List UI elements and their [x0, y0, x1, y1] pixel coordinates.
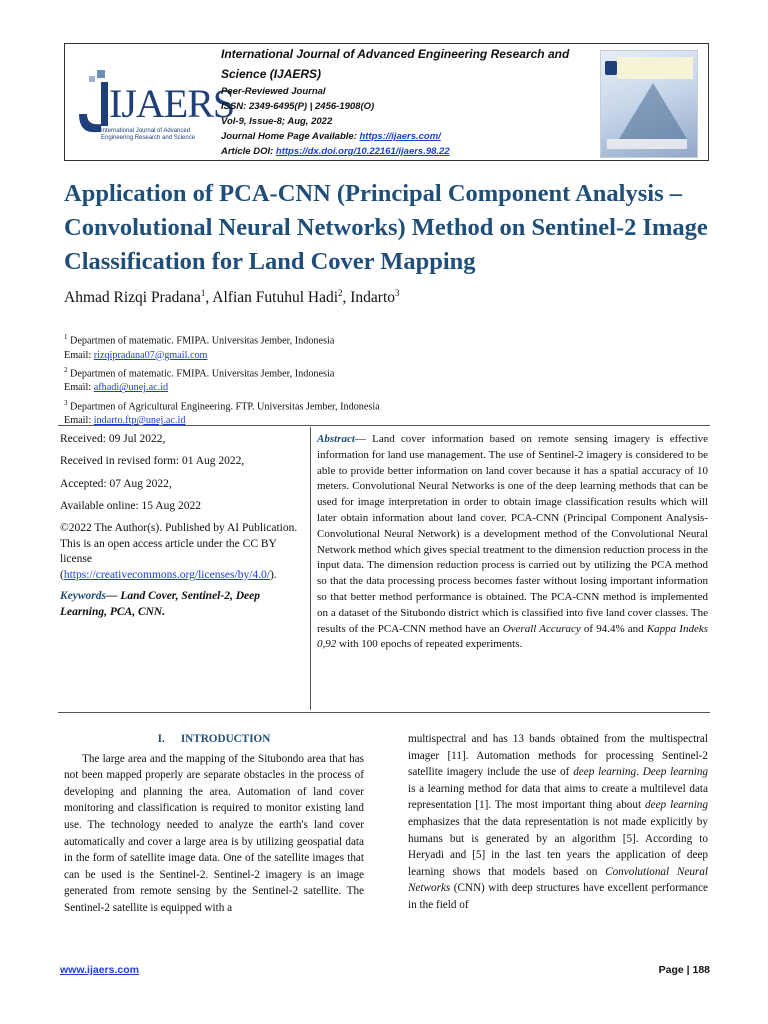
affiliation-line: [64, 396, 714, 415]
abstract-term: Overall Accuracy: [502, 622, 581, 635]
body-text: (CNN) with deep structures have excellent performance in the field of: [408, 882, 708, 911]
author-affil-sup: 1: [200, 288, 206, 298]
page-footer: [60, 964, 710, 980]
homepage-link[interactable]: https://ijaers.com/: [359, 131, 441, 142]
affil-sup: 3: [64, 398, 68, 407]
received-date: Received: 09 Jul 2022,: [60, 433, 166, 445]
section-heading: [64, 731, 364, 748]
license-paren: (: [60, 568, 64, 581]
license-text: ©2022 The Author(s). Published by AI Publication. This is an open access article under the CC BY license: [60, 522, 298, 566]
author-affil-sup: 3: [395, 288, 400, 298]
journal-cover-image: [600, 50, 698, 158]
affil-text: Departmen of Agricultural Engineering. FTP. Universitas Jember, Indonesia: [67, 400, 380, 412]
email-label: Email:: [64, 382, 94, 394]
divider-vertical: [310, 427, 311, 710]
body-text: multispectral and has 13 bands obtained from the multispectral imager [11]. Automation methods for processing Sentinel-2 satellite imagery include the use of: [408, 733, 708, 779]
email-label: Email:: [64, 415, 94, 427]
body-text: emphasizes that the data representation is not made explicitly by humans but is generated by an algorithm [5]. According to Heryadi and [5] in the last ten years the application of deep learning shows that models based on: [408, 815, 708, 878]
paper-title: Application of PCA-CNN (Principal Component Analysis – Convolutional Neural Networks) Method on Sentinel-2 Image Classification for Land Cover Mapping: [64, 180, 708, 275]
section-number: I.: [157, 733, 165, 745]
doi-link[interactable]: https://dx.doi.org/10.22161/ijaers.98.22: [275, 146, 450, 157]
body-text: is a learning method for data that aims to create a multilevel data representation [1]. The most important thing about: [408, 782, 708, 812]
cover-title-band: [617, 57, 693, 79]
abstract-term: Kappa Indeks 0,92: [317, 622, 708, 651]
author-name: Indarto: [350, 289, 396, 307]
affil-text: Departmen of matematic. FMIPA. Universitas Jember, Indonesia: [67, 335, 335, 347]
abstract-text: with 100 epochs of repeated experiments.: [336, 638, 523, 651]
author-name: Alfian Futuhul Hadi: [212, 289, 339, 307]
body-term: deep learning: [573, 766, 637, 779]
cover-logo-icon: [605, 61, 617, 75]
doi-label: Article DOI:: [221, 146, 276, 157]
online-date: Available online: 15 Aug 2022: [60, 499, 201, 512]
email-line: [64, 349, 714, 363]
journal-header: [64, 43, 709, 161]
abstract-text: of 94.4% and: [580, 622, 647, 635]
license-statement: [60, 521, 306, 583]
cover-footer-band: [607, 139, 687, 149]
homepage-label: Journal Home Page Available:: [221, 131, 360, 142]
affiliations: [64, 330, 714, 428]
affil-text: Departmen of matematic. FMIPA. Universitas Jember, Indonesia: [67, 368, 335, 380]
license-paren: ).: [269, 568, 277, 581]
journal-info: [221, 44, 581, 159]
abstract-dash: —: [354, 433, 373, 445]
abstract-label: Abstract: [317, 433, 355, 445]
email-link[interactable]: rizqipradana07@gmail.com: [93, 349, 208, 361]
email-link[interactable]: afhadi@unej.ac.id: [93, 382, 169, 394]
body-column-left: [64, 731, 364, 917]
keywords-label: Keywords: [60, 590, 106, 603]
abstract: [317, 432, 708, 653]
article-dates: [60, 432, 306, 620]
accepted-date: Accepted: 07 Aug 2022,: [60, 477, 172, 490]
doi-line: [221, 144, 581, 159]
author-name: Ahmad Rizqi Pradana: [64, 289, 201, 307]
issn: ISSN: 2349-6495(P) | 2456-1908(O): [221, 101, 375, 112]
peer-reviewed-label: Peer-Reviewed Journal: [221, 86, 326, 97]
keywords: [60, 589, 306, 620]
body-term: Deep learning: [642, 766, 709, 779]
affiliation-line: [64, 363, 714, 382]
divider-bottom: [58, 712, 710, 713]
homepage-line: [221, 129, 581, 144]
section-title: INTRODUCTION: [180, 733, 271, 745]
email-line: [64, 414, 714, 428]
divider-top: [58, 425, 710, 426]
body-paragraph: The large area and the mapping of the Situbondo area that has not been mapped properly are separate obstacles in the process of developing and planning the area. Automation of land cover monitoring and classification is required to monitor existing land use. The technology needed to analyze the earth's land cover automatically and cover a large area is by utilizing geospatial data in the form of satellite image data. One of the satellite images that can be used is the Sentinel-2. Sentinel-2 imagery is an image generated from remote sensing by the Sentinel-2 satellite. The Sentinel-2 satellite is equipped with a: [64, 752, 364, 914]
page-number: Page | 188: [658, 964, 710, 976]
revised-date: Received in revised form: 01 Aug 2022,: [60, 455, 245, 468]
affil-sup: 2: [64, 365, 68, 374]
body-term: deep learning: [645, 799, 708, 812]
author-affil-sup: 2: [338, 288, 343, 298]
body-paragraph: [408, 731, 708, 914]
body-term: Convolutional Neural Networks: [408, 865, 708, 895]
logo-wordmark: IJAERS: [109, 81, 235, 126]
license-link[interactable]: https://creativecommons.org/licenses/by/4.0/: [63, 568, 270, 581]
footer-link[interactable]: www.ijaers.com: [60, 964, 139, 976]
keywords-text: — Land Cover, Sentinel-2, Deep Learning, PCA, CNN.: [60, 590, 260, 618]
ijaers-logo: [73, 62, 235, 148]
logo-subtitle: International Journal of Advanced Engineering Research and Science: [101, 128, 196, 141]
journal-title: International Journal of Advanced Engineering Research and Science (IJAERS): [221, 47, 570, 81]
email-label: Email:: [64, 349, 94, 361]
email-link[interactable]: indarto.ftp@unej.ac.id: [93, 415, 186, 427]
body-text: .: [636, 766, 643, 779]
affiliation-line: [64, 330, 714, 349]
volume-issue: Vol-9, Issue-8; Aug, 2022: [221, 116, 333, 127]
affil-sup: 1: [64, 333, 68, 341]
author-list: Ahmad Rizqi Pradana$^1$, Alfian Futuhul Hadi$^2$, Indarto$^3$: [64, 288, 400, 307]
email-line: [64, 381, 714, 395]
abstract-text: Land cover information based on remote sensing imagery is effective information for land use management. The use of Sentinel-2 imagery is considered to be able to provide better information on land cover because it has a spatial accuracy of 10 meters. Convolutional Neural Networks is one of the deep learning methods that can be used for image interpretation in order to obtain image classification results which will later obtain information about land cover. PCA-CNN (Principal Component Analysis-Convolutional Neural Network) is a development method of the Convolutional Neural Network method which gives special treatment to the dimension reduction process in the input data. The dimension reduction process is carried out by utilizing the PCA method so that the data processing process becomes faster without losing important information so that better method performance is obtained. The PCA-CNN method is implemented on a dataset of the Situbondo district which is classified into five land cover classes. The results of the PCA-CNN method have an: [317, 433, 709, 635]
body-column-right: [408, 731, 708, 914]
cover-graphic: [619, 83, 687, 139]
